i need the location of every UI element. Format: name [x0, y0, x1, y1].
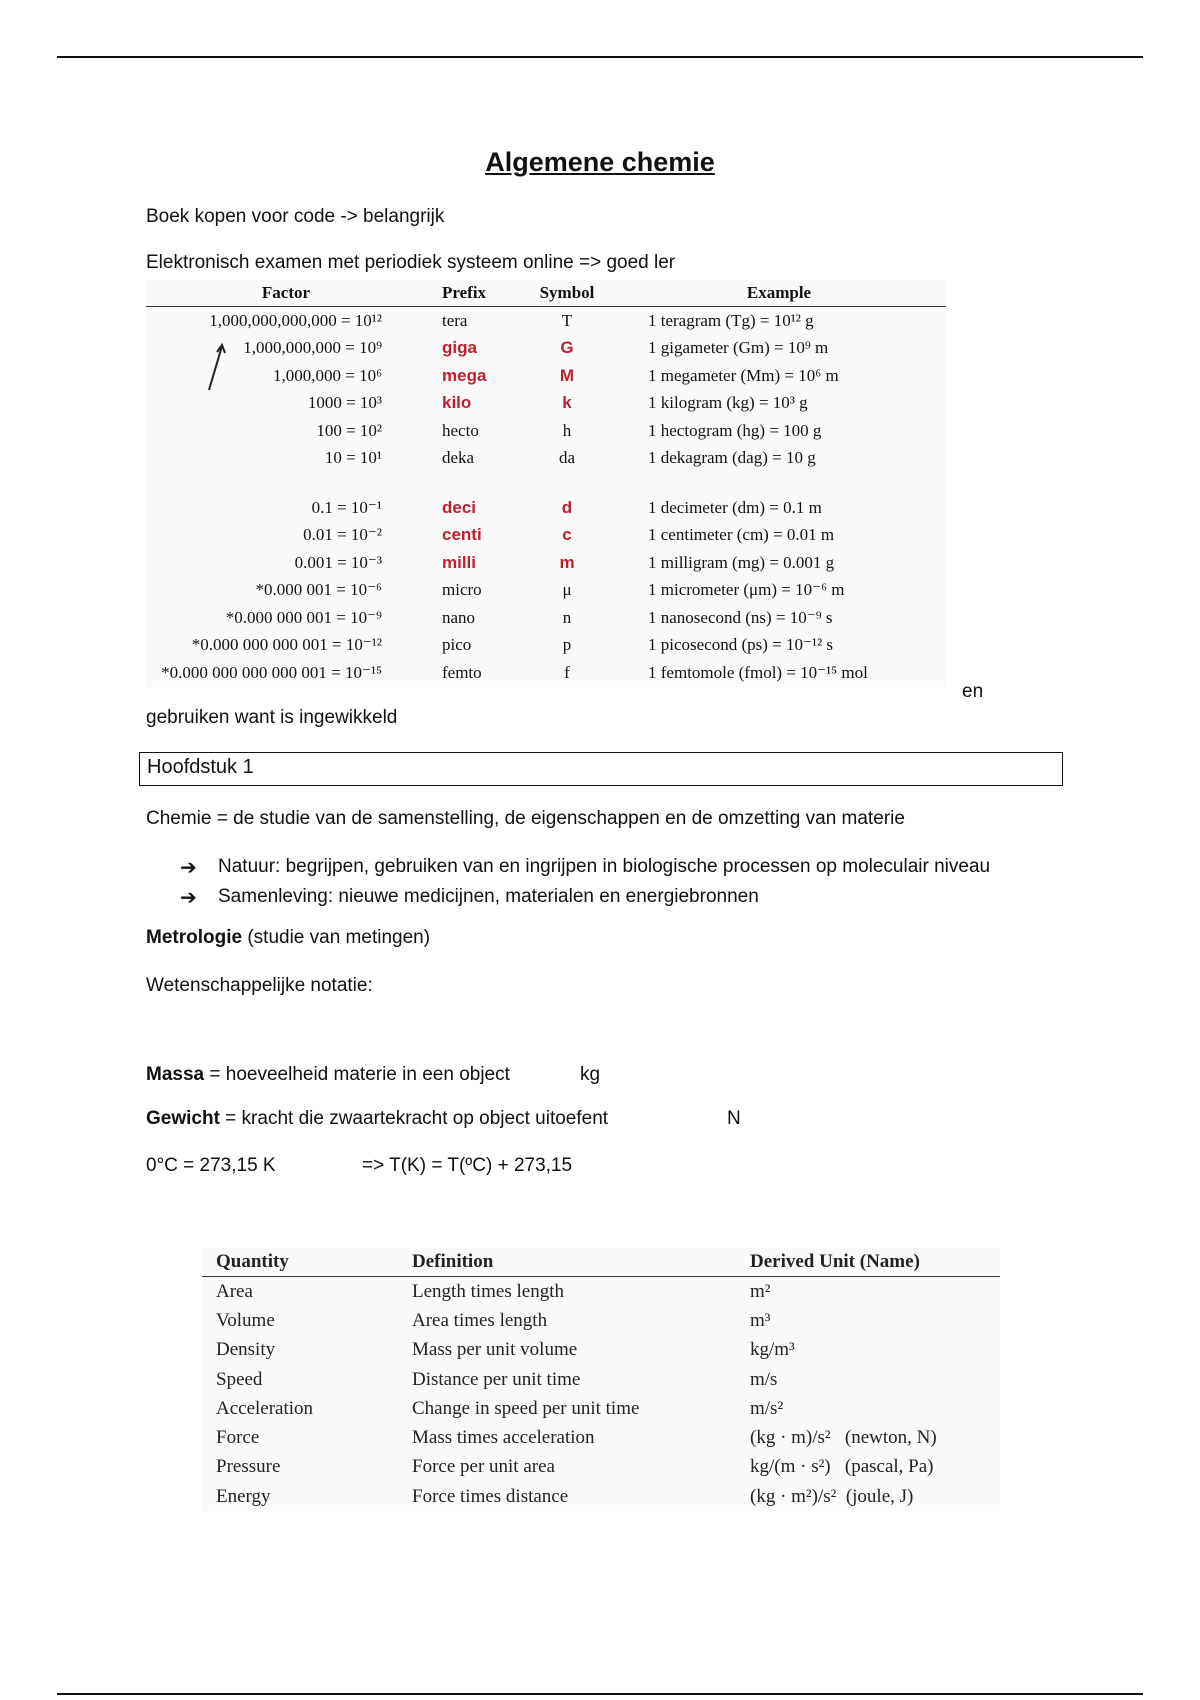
page-title: Algemene chemie	[485, 147, 715, 177]
table-row	[146, 494, 946, 522]
gewicht-desc: = kracht die zwaartekracht op object uitoefent	[219, 1108, 609, 1129]
prefix-table-header	[146, 280, 946, 307]
table-row	[146, 417, 946, 445]
example-cell: 1 nanosecond (ns) = 10⁻⁹ s	[648, 607, 833, 627]
massa-unit: kg	[580, 1064, 601, 1085]
unit-cell: m²	[750, 1280, 771, 1302]
example-cell: 1 gigameter (Gm) = 10⁹ m	[648, 338, 829, 358]
symbol-cell: c	[562, 525, 572, 545]
kelvin-fact: 0°C = 273,15 K	[146, 1155, 276, 1176]
footer-rule	[57, 1693, 1143, 1695]
unit-cell: m³	[750, 1309, 771, 1331]
derived-units-table	[202, 1248, 1000, 1511]
massa-term: Massa	[146, 1064, 205, 1085]
factor-cell: 1,000,000,000 = 10⁹	[243, 338, 382, 358]
example-cell: 1 megameter (Mm) = 10⁶ m	[648, 365, 839, 385]
table-row	[146, 659, 946, 687]
unit-cell: (kg · m)/s² (newton, N)	[750, 1427, 937, 1449]
bullet-text: Samenleving: nieuwe medicijnen, materialen en energiebronnen	[218, 886, 759, 907]
definition-cell: Area times length	[412, 1309, 548, 1331]
factor-cell: 0.001 = 10⁻³	[294, 552, 382, 572]
table-row	[146, 604, 946, 632]
factor-cell: 1,000,000,000,000 = 10¹²	[209, 310, 382, 330]
table-row	[146, 445, 946, 473]
bullet-list	[180, 852, 990, 912]
metrologie-term: Metrologie	[146, 927, 243, 948]
symbol-cell: μ	[562, 580, 572, 600]
definition-cell: Mass per unit volume	[412, 1339, 578, 1361]
symbol-cell: T	[561, 310, 573, 330]
list-item	[180, 882, 990, 912]
header-symbol: Symbol	[522, 280, 612, 307]
definition-cell: Change in speed per unit time	[412, 1397, 640, 1419]
table-row	[202, 1277, 1000, 1307]
chapter-heading: Hoofdstuk 1	[139, 752, 1063, 786]
table-row	[146, 522, 946, 550]
example-cell: 1 decimeter (dm) = 0.1 m	[648, 497, 822, 517]
definition-cell: Distance per unit time	[412, 1368, 581, 1390]
header-rule	[57, 56, 1143, 58]
header-derived-unit: Derived Unit (Name)	[736, 1248, 1000, 1277]
prefix-cell: femto	[442, 662, 482, 682]
gewicht-line	[146, 1108, 608, 1130]
symbol-cell: M	[559, 365, 575, 385]
table-row	[202, 1394, 1000, 1423]
definition-cell: Force times distance	[412, 1485, 569, 1507]
symbol-cell: d	[561, 497, 573, 517]
quantity-cell: Speed	[216, 1368, 263, 1390]
factor-cell: *0.000 000 001 = 10⁻⁹	[225, 607, 382, 627]
example-cell: 1 milligram (mg) = 0.001 g	[648, 552, 835, 572]
symbol-cell: m	[559, 552, 575, 572]
table-row	[202, 1482, 1000, 1511]
intro-line-book: Boek kopen voor code -> belangrijk	[146, 206, 445, 227]
prefix-cell: centi	[442, 525, 482, 545]
prefix-cell: mega	[442, 365, 487, 385]
handwritten-arrow-icon	[206, 342, 234, 392]
gewicht-term: Gewicht	[146, 1108, 220, 1129]
metrologie-line	[146, 927, 430, 949]
table-row	[202, 1453, 1000, 1482]
usage-note: gebruiken want is ingewikkeld	[146, 707, 398, 728]
table-row	[202, 1423, 1000, 1452]
prefix-cell: kilo	[442, 393, 472, 413]
symbol-cell: n	[562, 607, 572, 627]
quantity-cell: Area	[216, 1280, 253, 1302]
symbol-cell: da	[558, 448, 576, 468]
quantity-cell: Density	[216, 1339, 276, 1361]
prefix-cell: deka	[442, 448, 475, 468]
definition-cell: Mass times acceleration	[412, 1427, 595, 1449]
symbol-cell: f	[564, 662, 570, 682]
bullet-text: Natuur: begrijpen, gebruiken van en ingrijpen in biologische processen op moleculair niveau	[218, 856, 991, 877]
symbol-cell: k	[562, 393, 572, 413]
prefix-cell: giga	[442, 338, 477, 358]
prefix-cell: tera	[442, 310, 468, 330]
example-cell: 1 teragram (Tg) = 10¹² g	[648, 310, 814, 330]
example-cell: 1 dekagram (dag) = 10 g	[648, 448, 816, 468]
list-item	[180, 852, 990, 882]
example-cell: 1 centimeter (cm) = 0.01 m	[648, 525, 835, 545]
table-gap	[146, 472, 946, 494]
header-prefix: Prefix	[426, 280, 522, 307]
table-row	[146, 632, 946, 660]
unit-cell: m/s	[750, 1368, 778, 1390]
prefix-table	[146, 280, 946, 687]
quantity-cell: Energy	[216, 1485, 271, 1507]
example-cell: 1 femtomole (fmol) = 10⁻¹⁵ mol	[648, 662, 868, 682]
table-row	[146, 307, 946, 335]
quantity-cell: Force	[216, 1427, 260, 1449]
unit-cell: kg/(m · s²) (pascal, Pa)	[750, 1456, 934, 1478]
definition-cell: Length times length	[412, 1280, 564, 1302]
definition-cell: Force per unit area	[412, 1456, 555, 1478]
factor-cell: 1000 = 10³	[307, 393, 382, 413]
unit-cell: m/s²	[750, 1397, 784, 1419]
table-row	[146, 577, 946, 605]
factor-cell: 0.01 = 10⁻²	[303, 525, 382, 545]
intro-line-exam: Elektronisch examen met periodiek systeem online => goed ler	[146, 252, 676, 273]
symbol-cell: G	[560, 338, 574, 358]
table-row	[146, 362, 946, 390]
table-row	[146, 549, 946, 577]
header-quantity: Quantity	[202, 1248, 398, 1277]
example-cell: 1 kilogram (kg) = 10³ g	[648, 393, 808, 413]
factor-cell: 1,000,000 = 10⁶	[272, 365, 382, 385]
quantity-cell: Pressure	[216, 1456, 281, 1478]
notation-line: Wetenschappelijke notatie:	[146, 975, 373, 996]
metrologie-desc: (studie van metingen)	[242, 927, 431, 948]
factor-cell: *0.000 001 = 10⁻⁶	[255, 580, 382, 600]
unit-cell: (kg · m²)/s² (joule, J)	[750, 1485, 914, 1507]
prefix-cell: nano	[442, 607, 476, 627]
table-row	[146, 390, 946, 418]
table-row	[146, 335, 946, 363]
prefix-cell: milli	[442, 552, 477, 572]
quantity-cell: Acceleration	[216, 1397, 314, 1419]
massa-desc: = hoeveelheid materie in een object	[204, 1064, 510, 1085]
factor-cell: *0.000 000 000 001 = 10⁻¹²	[191, 635, 382, 655]
table-row	[202, 1306, 1000, 1335]
derived-table-header	[202, 1248, 1000, 1277]
factor-cell: *0.000 000 000 000 001 = 10⁻¹⁵	[161, 662, 382, 682]
quantity-cell: Volume	[216, 1309, 275, 1331]
prefix-cell: micro	[442, 580, 482, 600]
example-cell: 1 micrometer (μm) = 10⁻⁶ m	[648, 580, 845, 600]
prefix-cell: deci	[442, 497, 477, 517]
gewicht-unit: N	[727, 1108, 741, 1129]
table-row	[202, 1336, 1000, 1365]
prefix-cell: hecto	[442, 420, 479, 440]
header-example: Example	[612, 280, 946, 307]
chemistry-definition: Chemie = de studie van de samenstelling, de eigenschappen en de omzetting van materie	[146, 808, 905, 829]
header-definition: Definition	[398, 1248, 736, 1277]
arrow-right-icon: ➔	[180, 886, 197, 909]
factor-cell: 0.1 = 10⁻¹	[311, 497, 382, 517]
symbol-cell: h	[562, 420, 572, 440]
header-factor: Factor	[146, 280, 426, 307]
table-row	[202, 1365, 1000, 1394]
example-cell: 1 hectogram (hg) = 100 g	[648, 420, 822, 440]
massa-line	[146, 1064, 510, 1086]
continuation-word: en	[962, 681, 984, 702]
prefix-cell: pico	[442, 635, 472, 655]
symbol-cell: p	[562, 635, 572, 655]
factor-cell: 10 = 10¹	[324, 448, 382, 468]
arrow-right-icon: ➔	[180, 856, 197, 879]
kelvin-formula: => T(K) = T(ºC) + 273,15	[362, 1155, 573, 1176]
factor-cell: 100 = 10²	[316, 420, 382, 440]
example-cell: 1 picosecond (ps) = 10⁻¹² s	[648, 635, 834, 655]
unit-cell: kg/m³	[750, 1339, 795, 1361]
